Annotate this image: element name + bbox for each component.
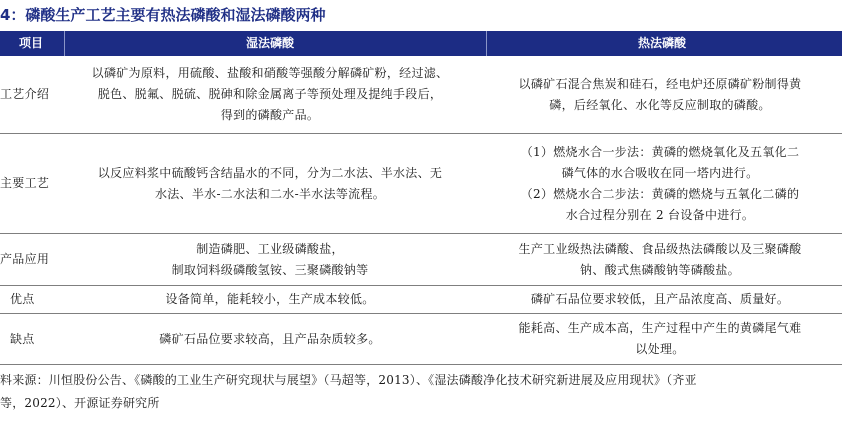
wet-cell (66, 134, 474, 233)
row-label: 优点 (10, 292, 35, 306)
cell-line: 磷气体的水合吸收在同一塔内进行。 (561, 165, 759, 180)
cell-line: 水合过程分别在 2 台设备中进行。 (565, 207, 755, 222)
wet-cell (66, 286, 474, 313)
cell-line: 以处理。 (635, 342, 685, 356)
table-row-advantages (0, 286, 842, 314)
header-thermal-process: 热法磷酸 (637, 36, 686, 50)
cell-line: 得到的磷酸产品。 (220, 108, 320, 122)
cell-line: 水法、半水-二水法和二水-半水法等流程。 (154, 186, 386, 201)
cell-line: 制造磷肥、工业级磷酸盐， (196, 241, 344, 256)
table-row-main-process (0, 134, 842, 234)
table-header (0, 31, 842, 56)
cell-line: 磷，后经氧化、水化等反应制取的磷酸。 (549, 97, 771, 112)
thermal-cell (484, 286, 836, 313)
cell-line: 生产工业级热法磷酸、食品级热法磷酸以及三聚磷酸 (518, 241, 802, 256)
cell-line: 以磷矿为原料，用硫酸、盐酸和硝酸等强酸分解磷矿粉，经过滤、 (91, 66, 449, 80)
header-divider (64, 31, 65, 56)
cell-line: 制取饲料级磷酸氢铵、三聚磷酸钠等 (171, 262, 369, 277)
wet-cell (66, 56, 474, 133)
row-label: 产品应用 (0, 252, 50, 266)
cell-line: 设备简单，能耗较小，生产成本较低。 (165, 292, 375, 306)
thermal-cell (484, 314, 836, 364)
cell-line: （1）燃烧水合一步法：黄磷的燃烧氧化及五氧化二 (520, 144, 800, 159)
table-row-process-intro (0, 56, 842, 134)
row-label: 工艺介绍 (0, 87, 50, 101)
cell-line: （2）燃烧水合二步法：黄磷的燃烧与五氧化二磷的 (520, 186, 800, 201)
cell-line: 磷矿石品位要求较高，且产品杂质较多。 (159, 331, 381, 346)
source-note (0, 369, 842, 415)
cell-line: 以磷矿石混合焦炭和硅石，经电炉还原磷矿粉制得黄 (518, 76, 802, 91)
table-title: 4：磷酸生产工艺主要有热法磷酸和湿法磷酸两种 (0, 6, 326, 24)
table-row-applications (0, 234, 842, 286)
thermal-cell (484, 234, 836, 285)
cell-line: 能耗高、生产成本高，生产过程中产生的黄磷尾气难 (518, 321, 802, 335)
header-item: 项目 (18, 36, 43, 50)
thermal-cell (484, 134, 836, 233)
table-row-disadvantages (0, 314, 842, 365)
cell-line: 脱色、脱氟、脱硫、脱砷和除金属离子等预处理及提纯手段后， (97, 87, 443, 101)
thermal-cell (484, 56, 836, 133)
cell-line: 钠、酸式焦磷酸钠等磷酸盐。 (580, 262, 740, 277)
wet-cell (66, 234, 474, 285)
row-label: 主要工艺 (0, 176, 50, 190)
source-line: 等，2022）、开源证券研究所 (0, 396, 160, 410)
wet-cell (66, 314, 474, 364)
cell-line: 以反应料浆中硫酸钙含结晶水的不同，分为二水法、半水法、无 (97, 165, 443, 180)
cell-line: 磷矿石品位要求较低，且产品浓度高、质量好。 (530, 292, 790, 306)
header-wet-process: 湿法磷酸 (245, 36, 294, 50)
row-label: 缺点 (10, 331, 35, 346)
source-line: 料来源：川恒股份公告、《磷酸的工业生产研究现状与展望》（马超等，2013）、《湿法磷酸净化技术研究新进展及应用现状》（齐亚 (0, 373, 697, 387)
